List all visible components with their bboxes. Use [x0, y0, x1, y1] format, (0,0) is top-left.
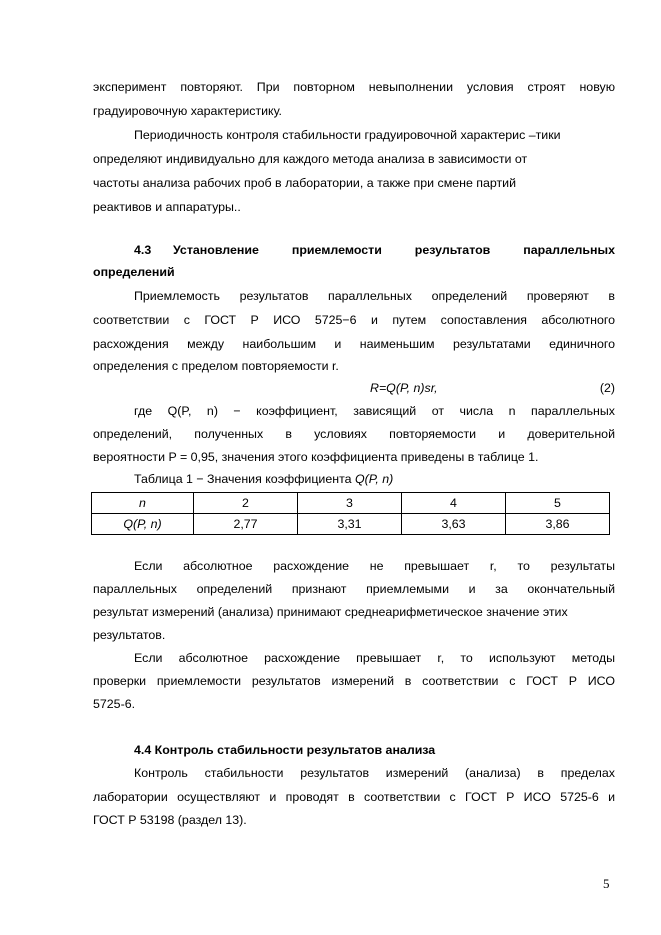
coefficient-table	[91, 492, 610, 535]
section-4-3-title-line2: определений	[93, 265, 175, 279]
table-caption-prefix: Таблица 1 − Значения коэффициента	[134, 472, 355, 486]
s43-where-line1: где Q(P, n) − коэффициент, зависящий от числа n параллельных	[134, 404, 615, 418]
section-4-3-title-line1: Установление приемлемости результатов параллельных	[173, 243, 615, 257]
table-row	[92, 493, 610, 514]
s43-p2-line2: параллельных определений признают приемлемыми и за окончательный	[93, 582, 615, 596]
s43-p3-line3: 5725-6.	[93, 697, 136, 711]
para2-line2: определяют индивидуально для каждого метода анализа в зависимости от	[93, 152, 528, 166]
table-cell: 2	[194, 493, 298, 514]
formula-expression: R=Q(P, n)sr,	[370, 381, 438, 395]
s43-where-line3: вероятности P = 0,95, значения этого коэффициента приведены в таблице 1.	[93, 450, 539, 464]
s43-p2-line4: результатов.	[93, 628, 166, 642]
table-caption	[134, 469, 615, 489]
s43-p1-line4: определения с пределом повторяемости r.	[93, 359, 339, 373]
s43-p1-line2: соответствии с ГОСТ Р ИСО 5725−6 и путем сопоставления абсолютного	[93, 313, 615, 327]
para2-line3: частоты анализа рабочих проб в лаборатории, а также при смене партий	[93, 176, 517, 190]
s43-p1-line1: Приемлемость результатов параллельных определений проверяют в	[134, 289, 615, 303]
s43-p2-line1: Если абсолютное расхождение не превышает r, то результаты	[134, 559, 615, 573]
table-cell: 4	[402, 493, 506, 514]
table-cell: 3	[298, 493, 402, 514]
table-cell: 5	[506, 493, 610, 514]
section-4-4-heading: 4.4 Контроль стабильности результатов анализа	[134, 743, 436, 757]
table-row	[92, 514, 610, 535]
page-number: 5	[603, 876, 610, 891]
s43-p2-line3: результат измерений (анализа) принимают среднеарифметическое значение этих	[93, 605, 568, 619]
s43-p3-line1: Если абсолютное расхождение превышает r, то используют методы	[134, 651, 615, 665]
section-4-3-heading	[93, 240, 615, 260]
s43-where-line2: определений, полученных в условиях повторяемости и доверительной	[93, 427, 615, 441]
formula-2	[93, 378, 615, 398]
table-cell: 3,63	[402, 514, 506, 535]
s44-line2: лаборатории осуществляют и проводят в соответствии с ГОСТ Р ИСО 5725-6 и	[93, 790, 615, 804]
s43-p3-line2: проверки приемлемости результатов измерений в соответствии с ГОСТ Р ИСО	[93, 674, 615, 688]
s44-line1: Контроль стабильности результатов измерений (анализа) в пределах	[134, 766, 615, 780]
s44-line3: ГОСТ Р 53198 (раздел 13).	[93, 813, 247, 827]
para2-line4: реактивов и аппаратуры..	[93, 200, 241, 214]
table-caption-symbol: Q(P, n)	[354, 472, 394, 486]
table-cell: 3,86	[506, 514, 610, 535]
table-row2-label: Q(P, n)	[92, 514, 194, 535]
table-cell: 2,77	[194, 514, 298, 535]
section-4-3-number: 4.3	[134, 243, 152, 257]
formula-number: (2)	[599, 381, 615, 395]
table-row1-label: n	[92, 493, 194, 514]
s43-p1-line3: расхождения между наибольшим и наименьшим результатами единичного	[93, 337, 615, 351]
para1-line2: градуировочную характеристику.	[93, 104, 282, 118]
table-cell: 3,31	[298, 514, 402, 535]
para2-line1: Периодичность контроля стабильности градуировочной характерис –тики	[134, 128, 561, 142]
para1-line1: эксперимент повторяют. При повторном невыполнении условия строят новую	[93, 80, 615, 94]
